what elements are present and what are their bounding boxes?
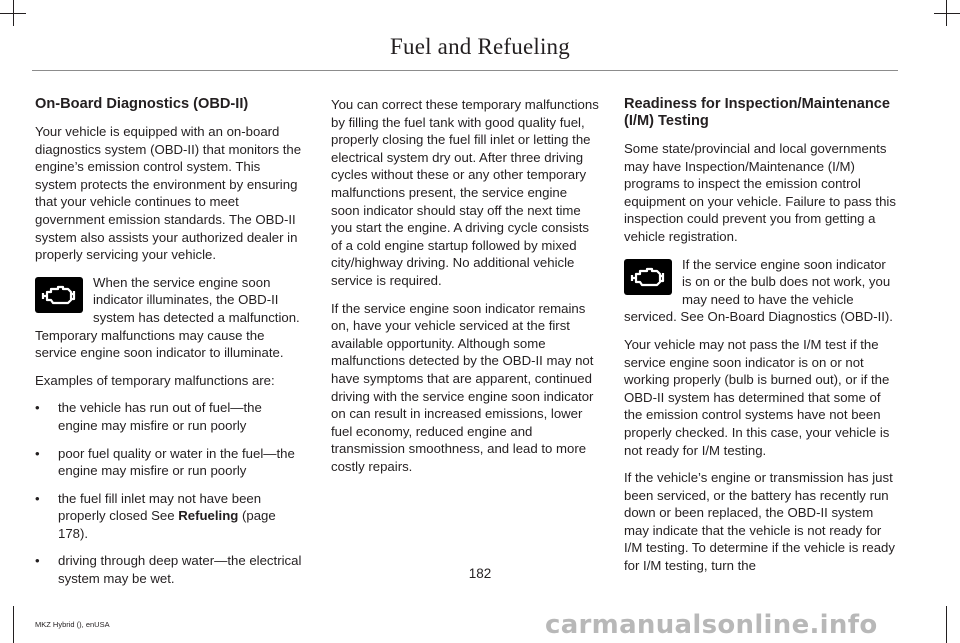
refueling-link[interactable]: Refueling — [178, 508, 239, 524]
paragraph: You can correct these temporary malfunctions by filling the fuel tank with good quality fuel, properly closing the fuel fill inlet or letting the electrical system dry out. After three driving cycles without these or any other temporary malfunctions present, the service engine soon indicator should stay off the next time you start the engine. A driving cycle consists of a cold engine startup followed by mixed city/highway driving. No additional vehicle service is required. — [331, 97, 599, 288]
document-id: MKZ Hybrid (), enUSA — [35, 620, 110, 629]
check-engine-icon — [624, 259, 672, 295]
list-item-text: (page 178). — [58, 508, 276, 541]
bullet: • — [35, 445, 40, 461]
check-engine-icon — [35, 277, 83, 313]
column-left — [35, 96, 303, 598]
paragraph: If the service engine soon indicator is on or the bulb does not work, you may need to have the vehicle serviced. See On-Board Diagnostics (OBD-II). — [624, 256, 893, 325]
list-item — [35, 445, 303, 480]
list-item — [35, 490, 303, 543]
indicator-paragraph — [35, 274, 303, 362]
page-title: Fuel and Refueling — [390, 34, 570, 59]
paragraph: Examples of temporary malfunctions are: — [35, 372, 275, 388]
watermark: carmanualsonline.info — [545, 610, 878, 640]
paragraph: If the vehicle’s engine or transmission has just been serviced, or the battery has recently run down or been replaced, the OBD-II system may indicate that the vehicle is not ready for I/M testing. To determine if the vehicle is ready for I/M testing, turn the — [624, 470, 895, 574]
bullet: • — [35, 400, 40, 416]
paragraph: Your vehicle is equipped with an on-board diagnostics system (OBD-II) that monitors the engine’s emission control system. This system protects the environment by ensuring that your vehicle continues to meet government emission standards. The OBD-II system also assists your authorized dealer in properly servicing your vehicle. — [35, 124, 302, 263]
indicator-paragraph — [624, 256, 896, 326]
list-item-text: the fuel fill inlet may not have been properly closed See — [58, 490, 262, 524]
page-number: 182 — [468, 566, 492, 581]
paragraph: Some state/provincial and local governments may have Inspection/Maintenance (I/M) programs to inspect the emission control equipment on your vehicle. Failure to pass this inspection could prevent you from getting a vehicle registration. — [624, 141, 896, 244]
crop-mark — [946, 606, 947, 643]
bullet: • — [35, 553, 40, 569]
paragraph: Your vehicle may not pass the I/M test if the service engine soon indicator is on or not working properly (bulb is burned out), or if the OBD-II system has determined that some of the emission control systems have not been properly checked. In this case, your vehicle is not ready for I/M testing. — [624, 336, 890, 458]
header-divider — [32, 70, 898, 71]
column-right — [624, 96, 896, 585]
malfunction-list — [35, 399, 303, 587]
crop-mark — [934, 13, 960, 14]
crop-mark — [13, 606, 14, 643]
paragraph: If the service engine soon indicator remains on, have your vehicle serviced at the first available opportunity. Although some malfunctions detected by the OBD-II may not have symptoms that are apparent, continued driving with the service engine soon indicator on can result in increased emissions, lower fuel economy, reduced engine and transmission smoothness, and lead to more costly repairs. — [331, 300, 594, 474]
section-heading-obd: On-Board Diagnostics (OBD-II) — [35, 96, 249, 112]
crop-mark — [0, 13, 26, 14]
section-heading-im-testing: Readiness for Inspection/Maintenance (I/M) Testing — [624, 96, 890, 129]
list-item-text: poor fuel quality or water in the fuel—the engine may misfire or run poorly — [58, 445, 295, 479]
list-item-text: the vehicle has run out of fuel—the engine may misfire or run poorly — [58, 400, 262, 433]
column-middle — [331, 96, 599, 485]
paragraph: When the service engine soon indicator illuminates, the OBD-II system has detected a malfunction. Temporary malfunctions may cause the service engine soon indicator to illuminate. — [35, 274, 300, 361]
list-item — [35, 399, 303, 434]
bullet: • — [35, 490, 40, 506]
list-item-text: driving through deep water—the electrical system may be wet. — [58, 553, 302, 587]
